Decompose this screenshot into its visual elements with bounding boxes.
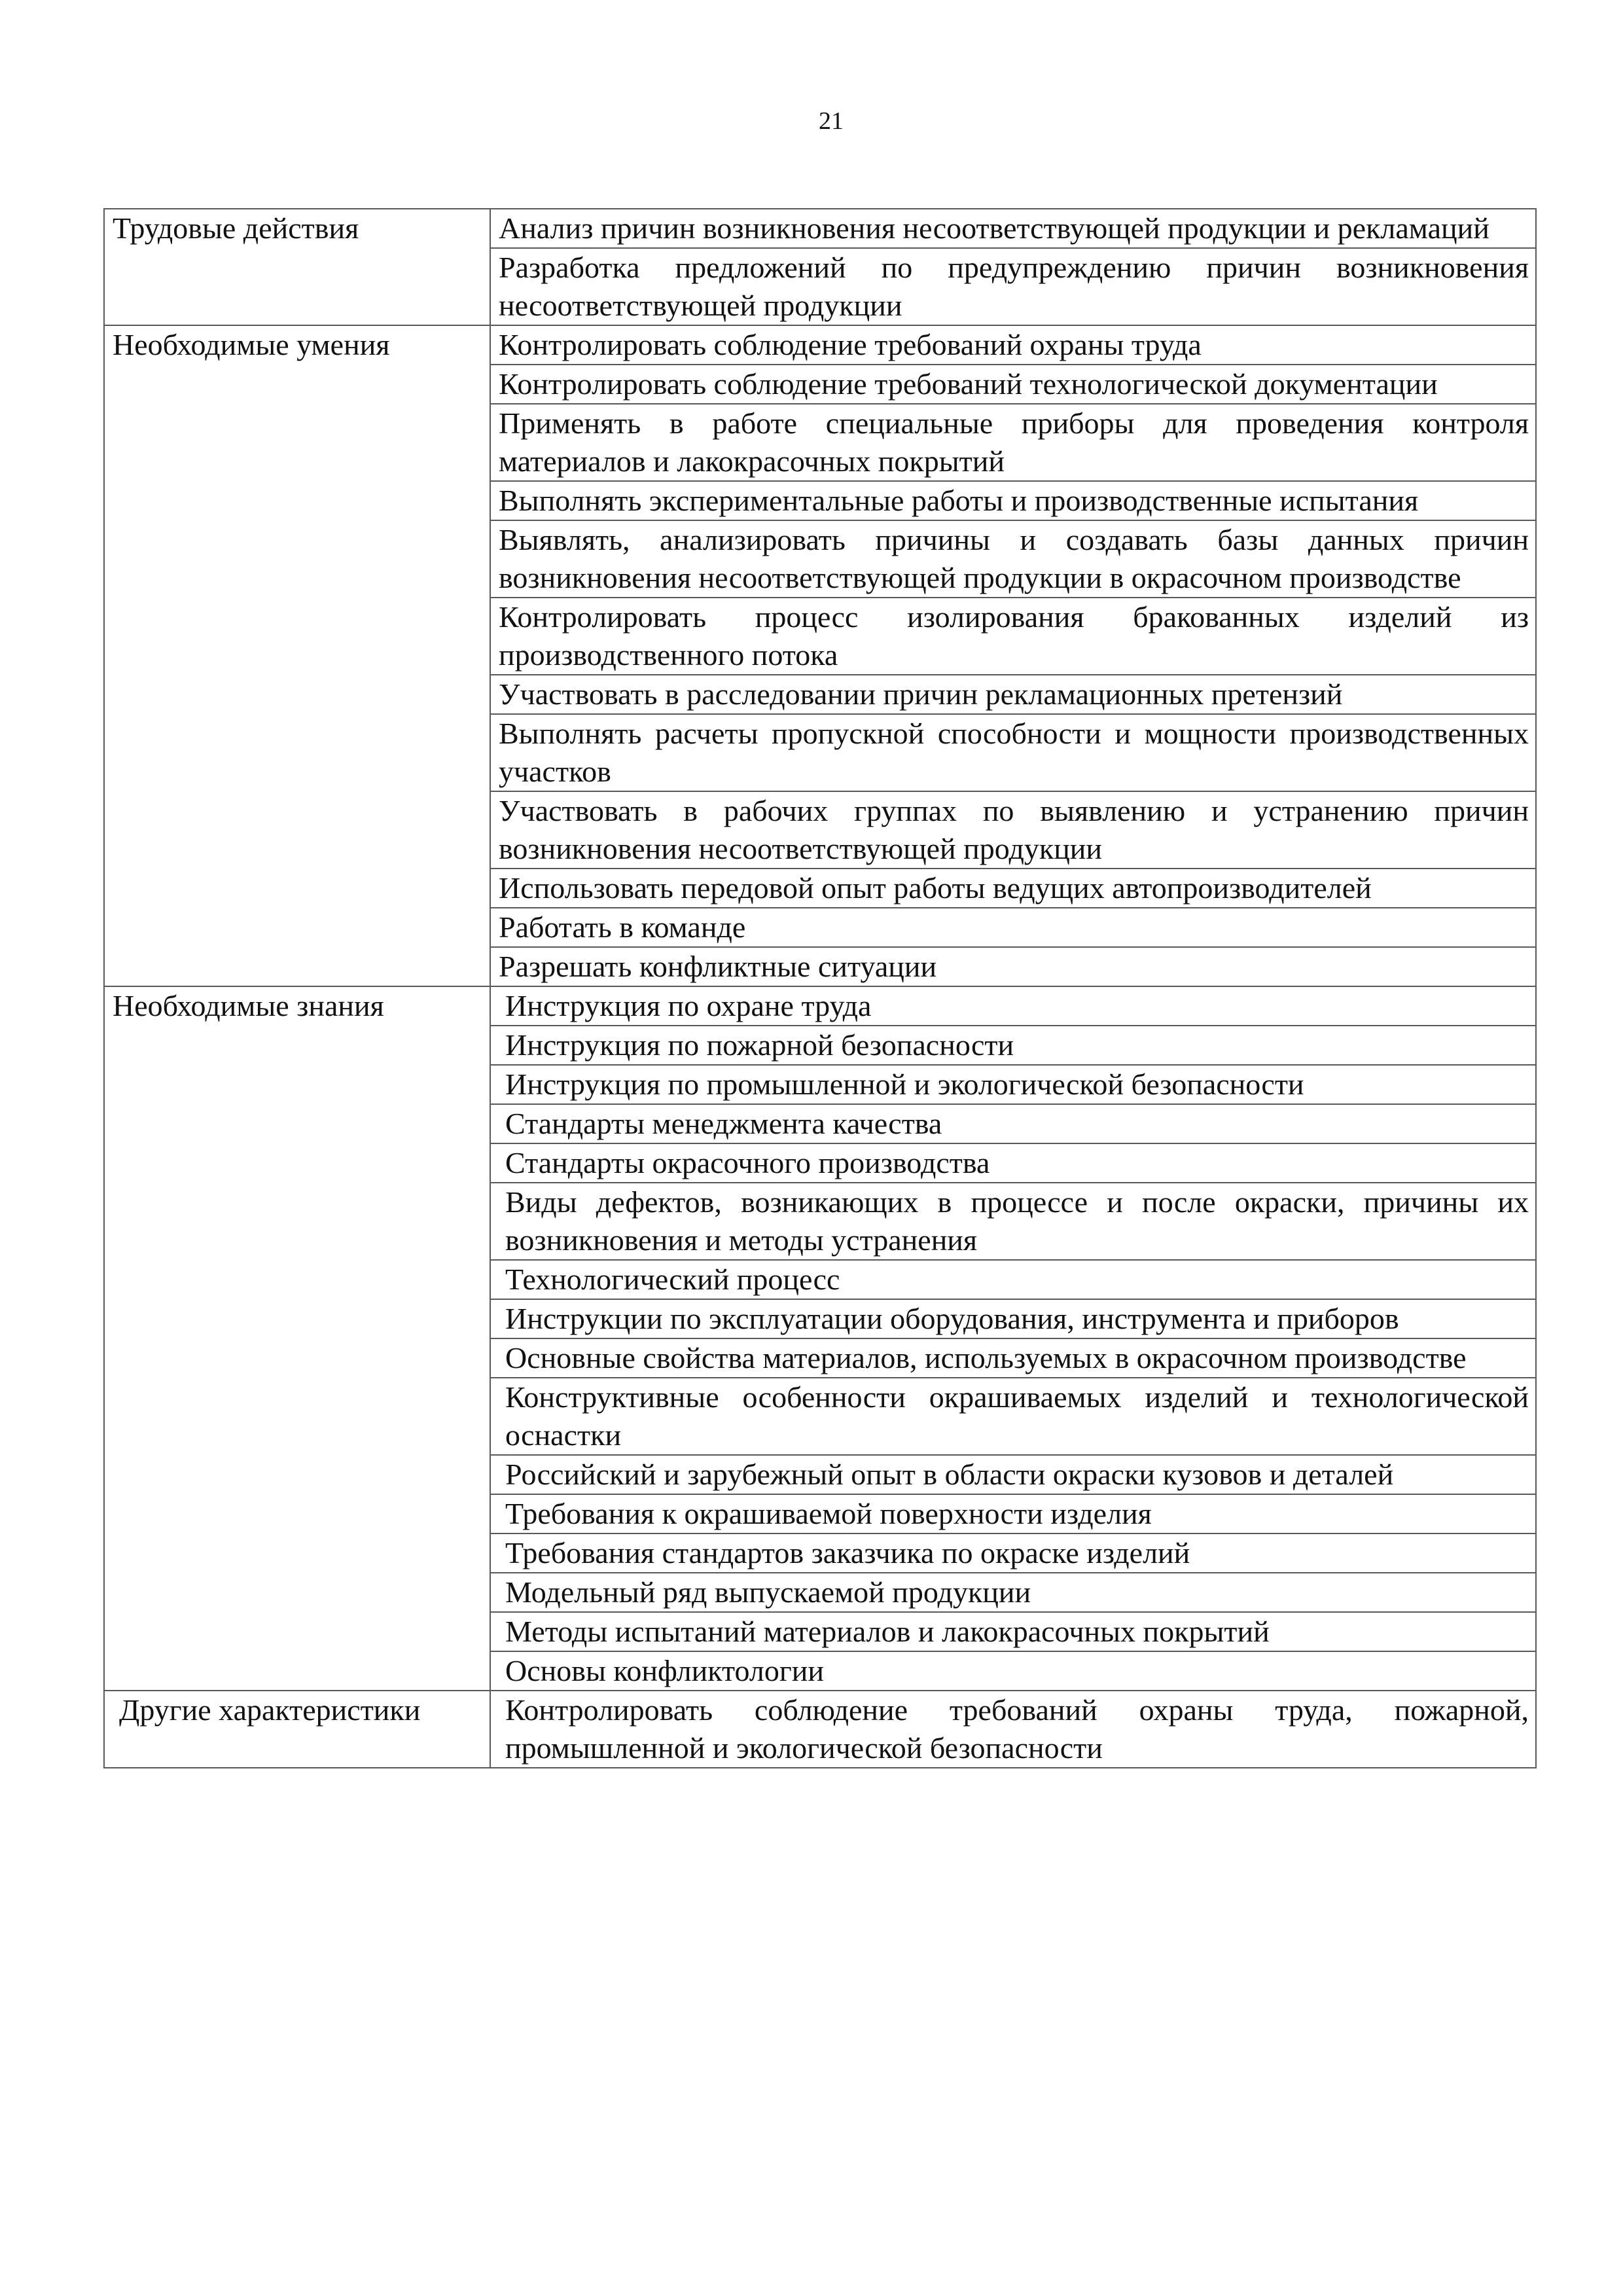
list-item: Инструкция по пожарной безопасности	[490, 1026, 1536, 1065]
list-item: Разрешать конфликтные ситуации	[490, 947, 1536, 986]
section-title-required-skills: Необходимые умения	[104, 325, 490, 986]
list-item: Основные свойства материалов, используемых в окрасочном производстве	[490, 1338, 1536, 1378]
list-item: Контролировать процесс изолирования бракованных изделий из производственного потока	[490, 598, 1536, 675]
list-item: Виды дефектов, возникающих в процессе и после окраски, причины их возникновения и методы устранения	[490, 1183, 1536, 1260]
list-item: Участвовать в расследовании причин рекламационных претензий	[490, 675, 1536, 714]
table-row	[104, 1691, 1536, 1768]
list-item: Контролировать соблюдение требований технологической документации	[490, 365, 1536, 404]
list-item: Российский и зарубежный опыт в области окраски кузовов и деталей	[490, 1455, 1536, 1494]
list-item: Применять в работе специальные приборы для проведения контроля материалов и лакокрасочных покрытий	[490, 404, 1536, 481]
list-item: Контролировать соблюдение требований охраны труда	[490, 325, 1536, 365]
list-item: Основы конфликтологии	[490, 1651, 1536, 1691]
list-item: Выполнять экспериментальные работы и производственные испытания	[490, 481, 1536, 520]
list-item: Конструктивные особенности окрашиваемых изделий и технологической оснастки	[490, 1378, 1536, 1455]
list-item: Инструкции по эксплуатации оборудования, инструмента и приборов	[490, 1299, 1536, 1338]
list-item: Анализ причин возникновения несоответствующей продукции и рекламаций	[490, 209, 1536, 248]
page-number: 21	[819, 107, 844, 135]
list-item: Участвовать в рабочих группах по выявлению и устранению причин возникновения несоответствующей продукции	[490, 791, 1536, 869]
list-item: Технологический процесс	[490, 1260, 1536, 1299]
list-item: Разработка предложений по предупреждению причин возникновения несоответствующей продукции	[490, 248, 1536, 325]
list-item: Использовать передовой опыт работы ведущих автопроизводителей	[490, 869, 1536, 908]
table-row	[104, 209, 1536, 248]
list-item: Стандарты окрасочного производства	[490, 1143, 1536, 1183]
list-item: Методы испытаний материалов и лакокрасочных покрытий	[490, 1612, 1536, 1651]
list-item: Выполнять расчеты пропускной способности и мощности производственных участков	[490, 714, 1536, 791]
list-item: Выявлять, анализировать причины и создавать базы данных причин возникновения несоответствующей продукции в окрасочном производстве	[490, 520, 1536, 598]
list-item: Стандарты менеджмента качества	[490, 1104, 1536, 1143]
list-item: Модельный ряд выпускаемой продукции	[490, 1573, 1536, 1612]
list-item: Инструкция по охране труда	[490, 986, 1536, 1026]
list-item: Требования стандартов заказчика по окраске изделий	[490, 1534, 1536, 1573]
list-item: Контролировать соблюдение требований охраны труда, пожарной, промышленной и экологической безопасности	[490, 1691, 1536, 1768]
list-item: Работать в команде	[490, 908, 1536, 947]
section-title-required-knowledge: Необходимые знания	[104, 986, 490, 1691]
list-item: Инструкция по промышленной и экологической безопасности	[490, 1065, 1536, 1104]
list-item: Требования к окрашиваемой поверхности изделия	[490, 1494, 1536, 1534]
table-row	[104, 986, 1536, 1026]
competency-table	[103, 208, 1537, 1768]
section-title-labor-actions: Трудовые действия	[104, 209, 490, 325]
table-row	[104, 325, 1536, 365]
section-title-other-characteristics: Другие характеристики	[104, 1691, 490, 1768]
